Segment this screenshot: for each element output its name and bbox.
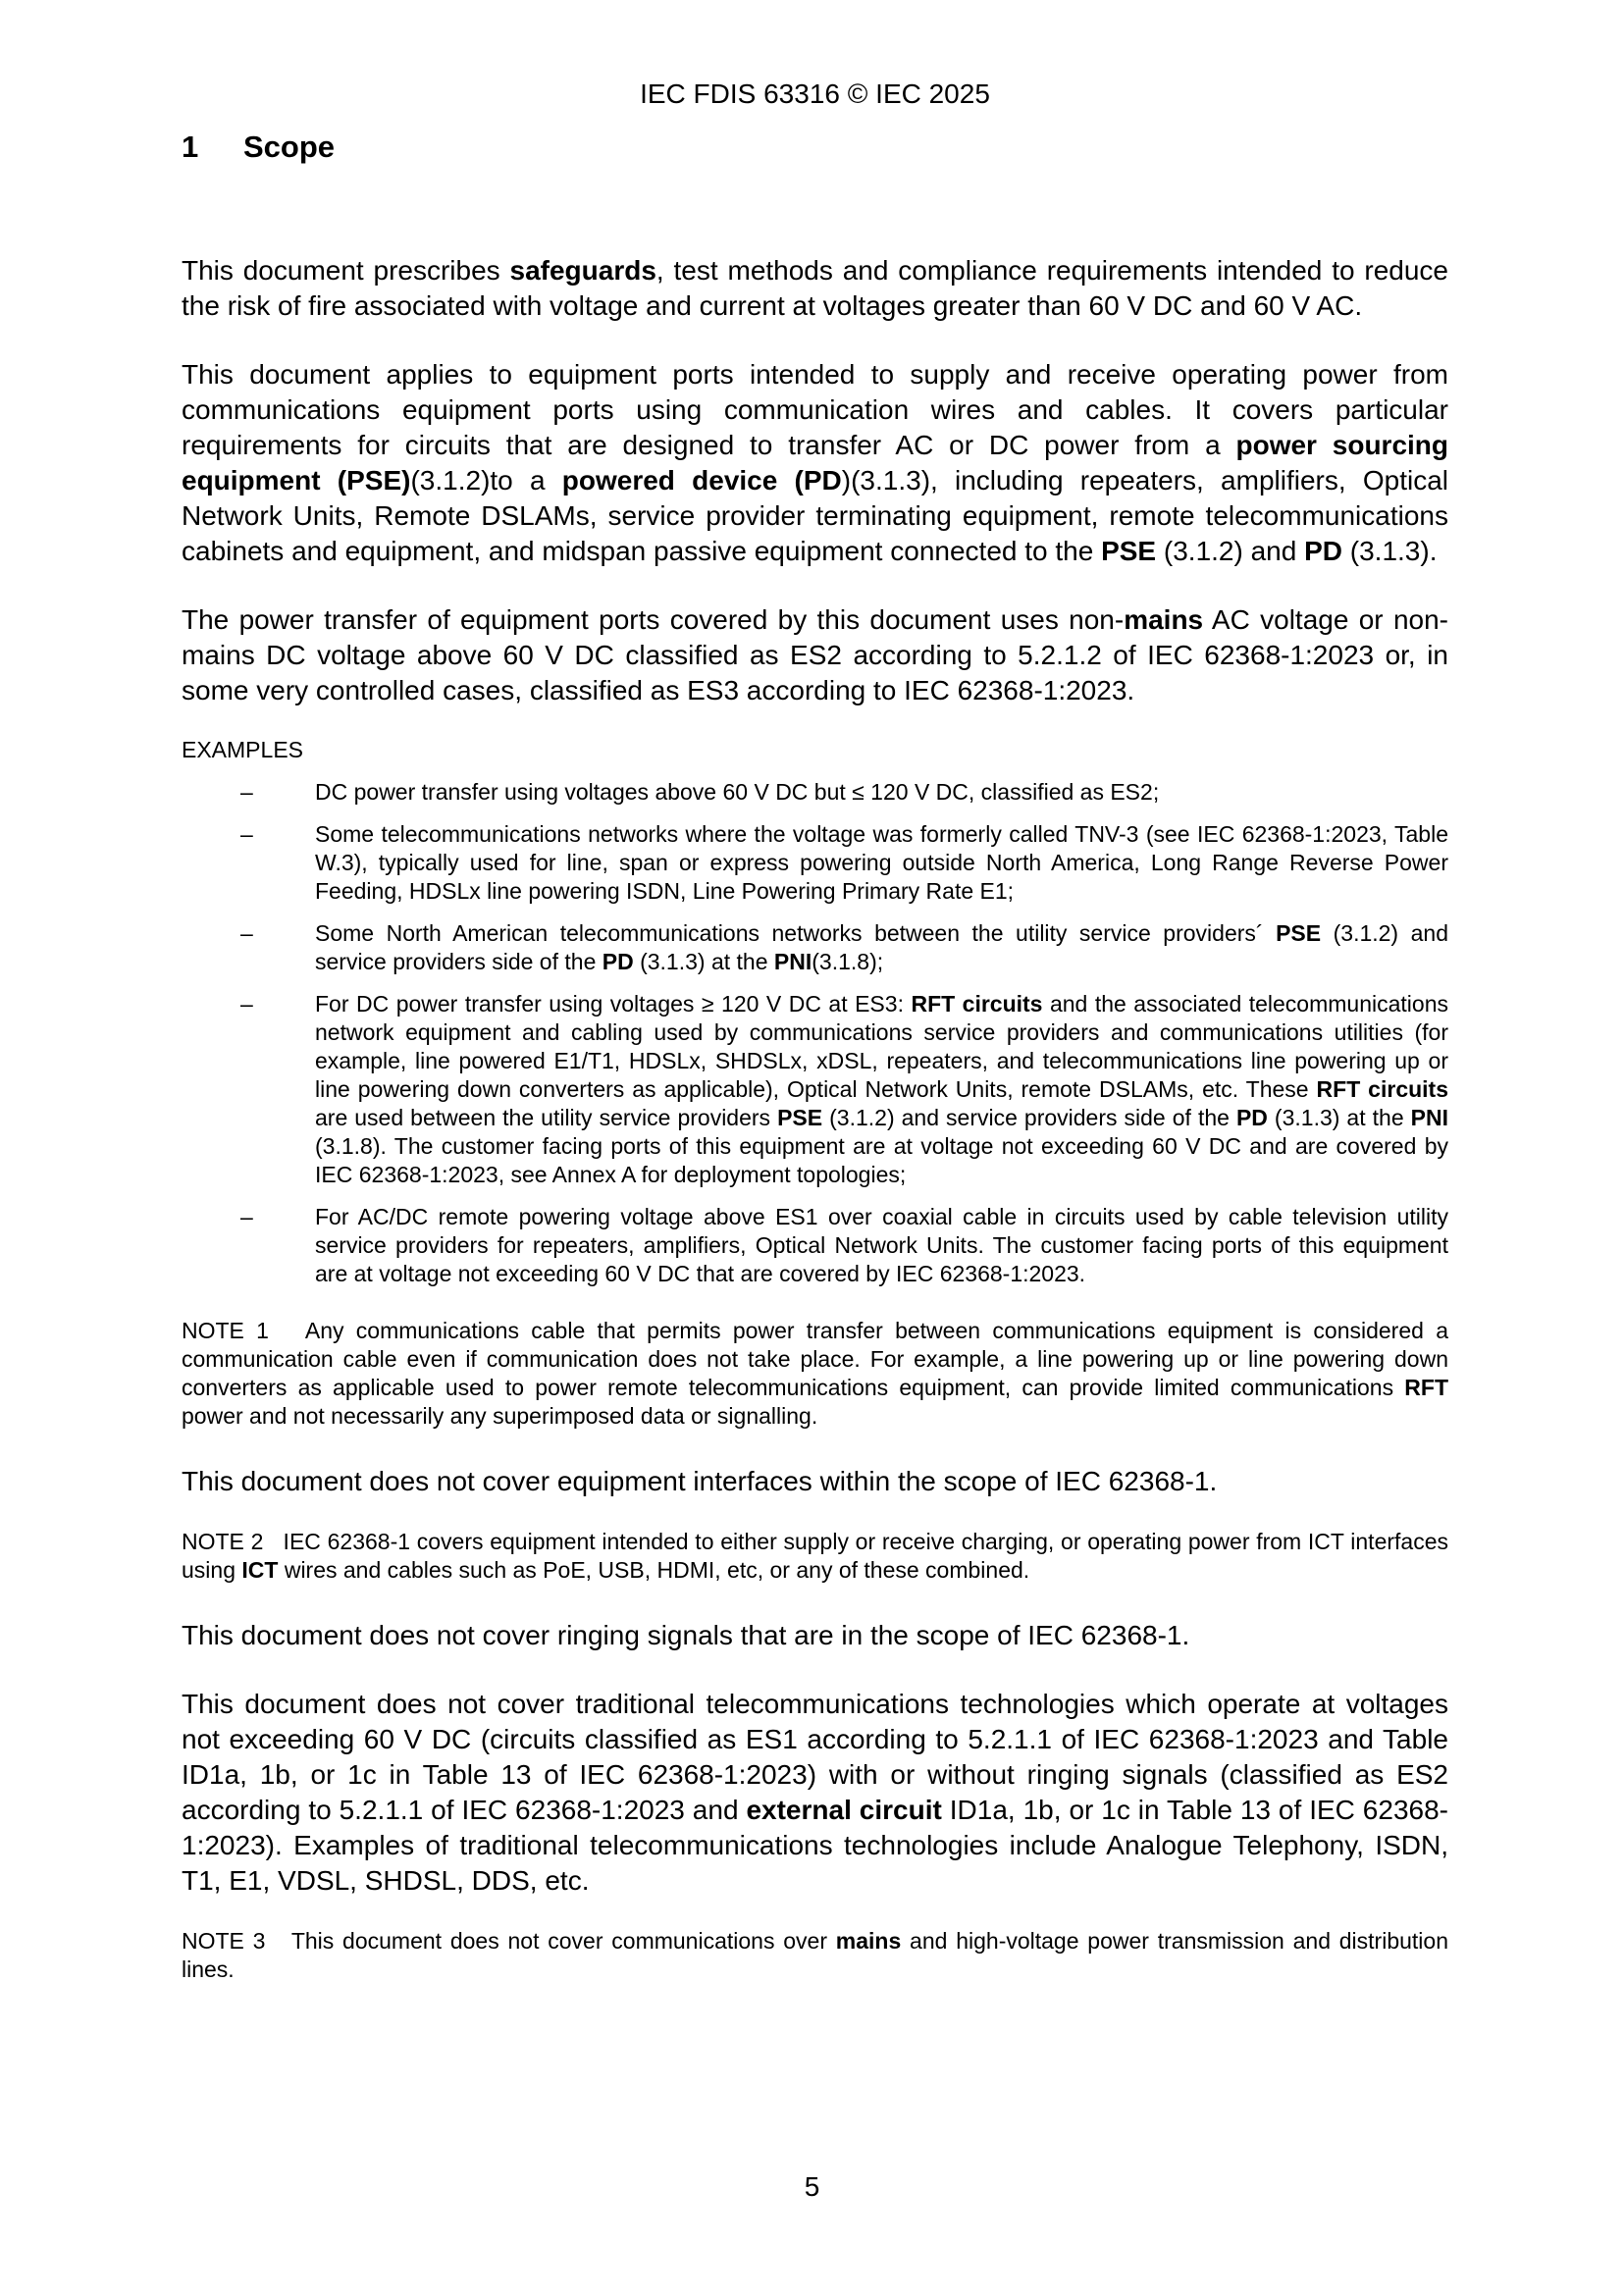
example-text-1: DC power transfer using voltages above 60 V DC but ≤ 120 V DC, classified as ES2; <box>315 779 1160 805</box>
example-text-4: For DC power transfer using voltages ≥ 120 V DC at ES3: RFT circuits and the associated telecommunications network equipment and cabling used by communications service providers and communications utilities (for example, line powered E1/T1, HDSLx, SHDSLx, xDSL, repeaters, and telecommunications line powering up or line powering down converters as applicable), Optical Network Units, remote DSLAMs, etc. These RFT circuits are used between the utility service providers PSE (3.1.2) and service providers side of the PD (3.1.3) at the PNI (3.1.8). The customer facing ports of this equipment are at voltage not exceeding 60 V DC and are covered by IEC 62368-1:2023, see Annex A for deployment topologies; <box>315 991 1448 1187</box>
section-title: Scope <box>243 130 336 164</box>
note-3: NOTE 3 This document does not cover communications over mains and high-voltage power transmission and distribution lines. <box>182 1928 1448 1982</box>
example-text-2: Some telecommunications networks where the voltage was formerly called TNV-3 (see IEC 62368-1:2023, Table W.3), typically used for line, span or express powering outside North America, Long Range Reverse Power Feeding, HDSLx line powering ISDN, Line Powering Primary Rate E1; <box>315 821 1448 904</box>
example-text-3: Some North American telecommunications networks between the utility service providers´ PSE (3.1.2) and service providers side of the PD (3.1.3) at the PNI(3.1.8); <box>315 920 1448 974</box>
page-header: IEC FDIS 63316 © IEC 2025 <box>640 78 990 109</box>
example-item-4 <box>182 990 1448 1189</box>
note-2: NOTE 2 IEC 62368-1 covers equipment intended to either supply or receive charging, or operating power from ICT interfaces using ICT wires and cables such as PoE, USB, HDMI, etc, or any of these combined. <box>182 1529 1448 1583</box>
paragraph-not-cover-ringing: This document does not cover ringing signals that are in the scope of IEC 62368-1. <box>182 1620 1190 1650</box>
paragraph-not-cover-interfaces: This document does not cover equipment interfaces within the scope of IEC 62368-1. <box>182 1466 1218 1496</box>
example-item-5 <box>182 1203 1448 1288</box>
example-item-2 <box>182 820 1448 906</box>
section-heading <box>182 128 1448 167</box>
dash-bullet: – <box>240 920 253 946</box>
dash-bullet: – <box>240 779 253 805</box>
paragraph-not-cover-traditional: This document does not cover traditional telecommunications technologies which operate at voltages not exceeding 60 V DC (circuits classified as ES1 according to 5.2.1.1 of IEC 62368-1:2023 and Table ID1a, 1b, or 1c in Table 13 of IEC 62368-1:2023) with or without ringing signals (classified as ES2 according to 5.2.1.1 of IEC 62368-1:2023 and external circuit ID1a, 1b, or 1c in Table 13 of IEC 62368-1:2023). Examples of traditional telecommunications technologies include Analogue Telephony, ISDN, T1, E1, VDSL, SHDSL, DDS, etc. <box>182 1689 1448 1896</box>
paragraph-applies-to: This document applies to equipment ports intended to supply and receive operating power from communications equipment ports using communication wires and cables. It covers particular requirements for circuits that are designed to transfer AC or DC power from a power sourcing equipment (PSE)(3.1.2)to a powered device (PD)(3.1.3), including repeaters, amplifiers, Optical Network Units, Remote DSLAMs, service provider terminating equipment, remote telecommunications cabinets and equipment, and midspan passive equipment connected to the PSE (3.1.2) and PD (3.1.3). <box>182 359 1449 566</box>
page-number: 5 <box>804 2171 820 2202</box>
dash-bullet: – <box>240 991 253 1017</box>
section-number: 1 <box>182 130 199 164</box>
example-item-3 <box>182 919 1448 976</box>
example-item-1 <box>182 778 1448 807</box>
dash-bullet: – <box>240 821 253 847</box>
note-1: NOTE 1 Any communications cable that permits power transfer between communications equipment is considered a communication cable even if communication does not take place. For example, a line powering up or line powering down converters as applicable used to power remote telecommunications equipment, can provide limited communications RFT power and not necessarily any superimposed data or signalling. <box>182 1318 1448 1429</box>
example-text-5: For AC/DC remote powering voltage above ES1 over coaxial cable in circuits used by cable television utility service providers for repeaters, amplifiers, Optical Network Units. The customer facing ports of this equipment are at voltage not exceeding 60 V DC that are covered by IEC 62368-1:2023. <box>315 1204 1448 1286</box>
examples-label: EXAMPLES <box>182 737 303 762</box>
paragraph-safeguards: This document prescribes safeguards, test methods and compliance requirements intended to reduce the risk of fire associated with voltage and current at voltages greater than 60 V DC and 60 V AC. <box>182 255 1449 321</box>
dash-bullet: – <box>240 1204 253 1229</box>
paragraph-power-transfer: The power transfer of equipment ports covered by this document uses non-mains AC voltage or non-mains DC voltage above 60 V DC classified as ES2 according to 5.2.1.2 of IEC 62368-1:2023 or, in some very controlled cases, classified as ES3 according to IEC 62368-1:2023. <box>182 604 1448 705</box>
